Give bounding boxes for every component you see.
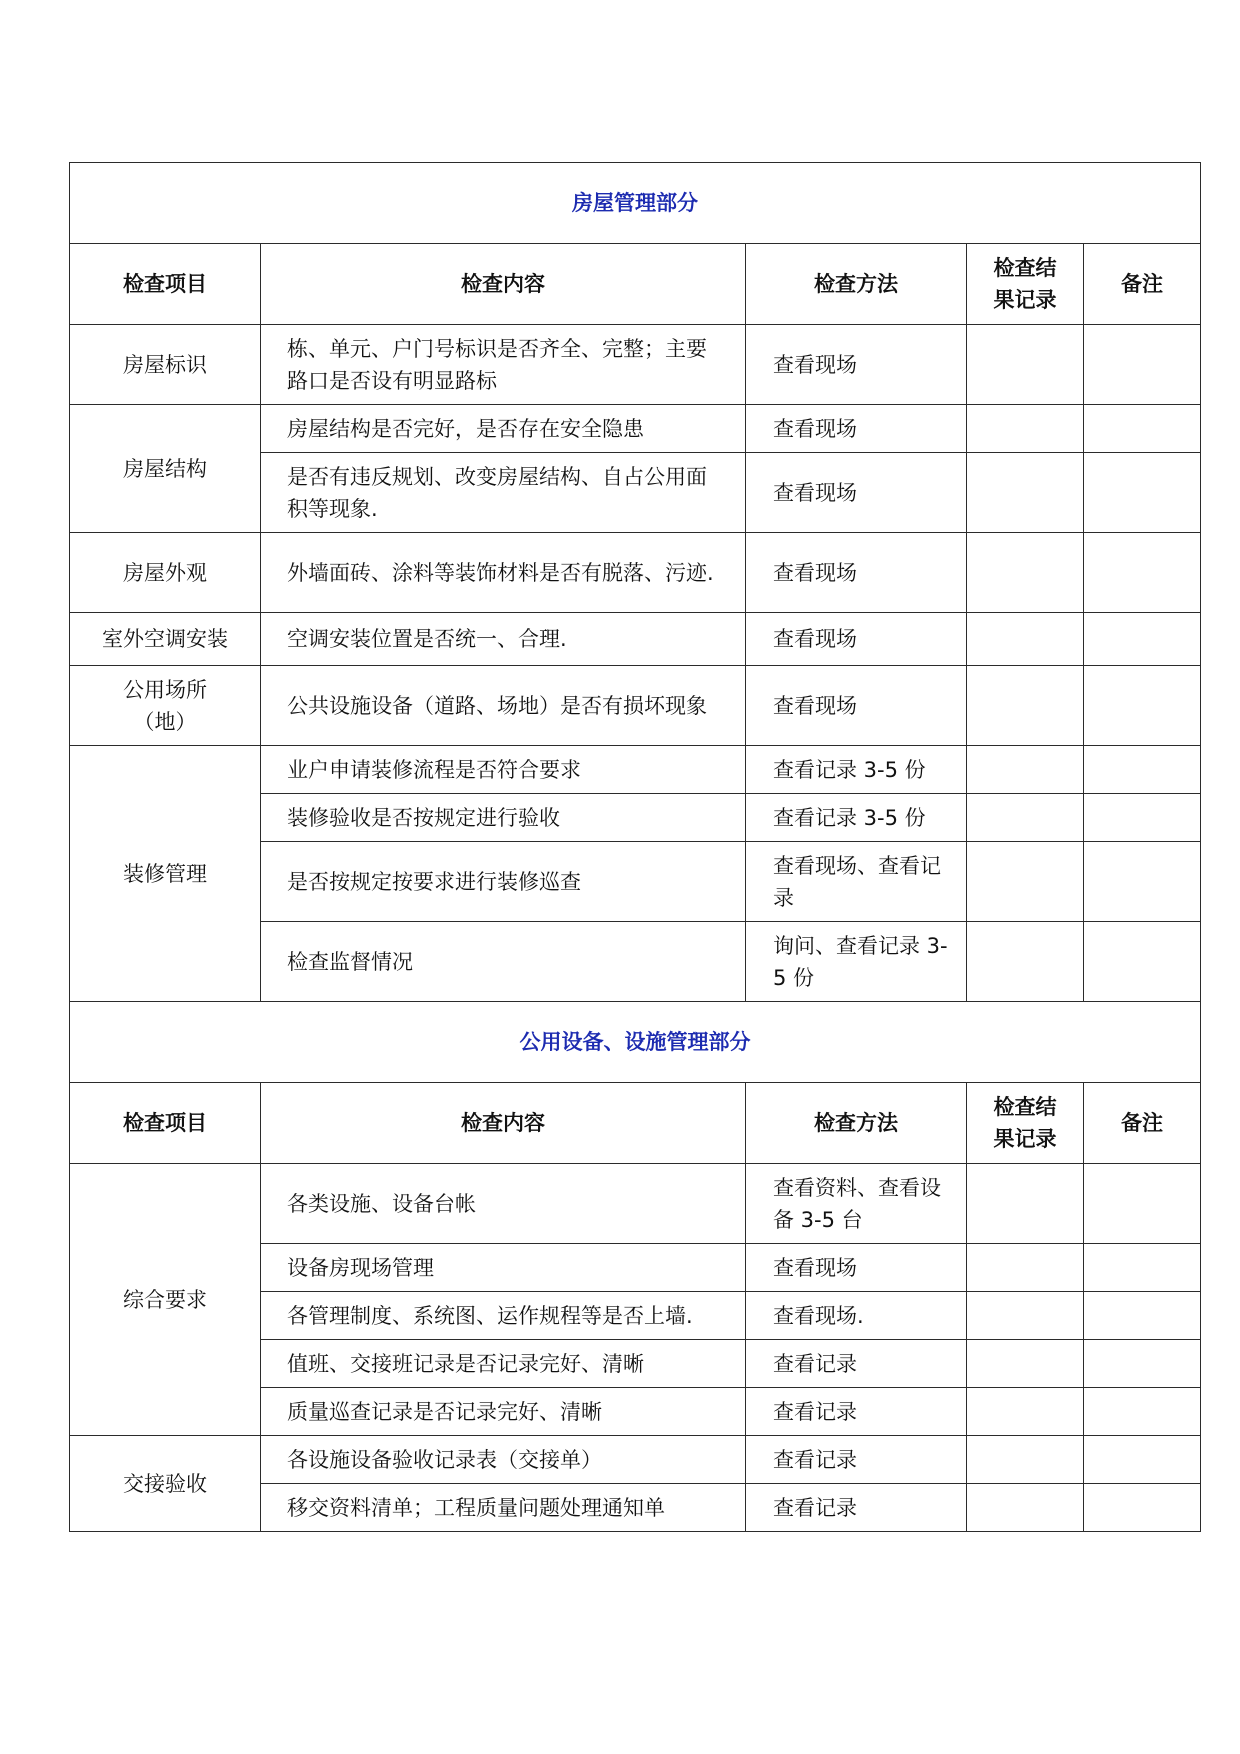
method-cell: 查看现场: [746, 325, 967, 405]
content-cell: 是否按规定按要求进行装修巡查: [261, 842, 746, 922]
header-content: 检查内容: [261, 244, 746, 325]
item-cell: 房屋标识: [70, 325, 261, 405]
note-cell: [1084, 666, 1201, 746]
header-note: 备注: [1084, 244, 1201, 325]
result-cell: [967, 1484, 1084, 1532]
result-cell: [967, 1292, 1084, 1340]
note-cell: [1084, 1164, 1201, 1244]
note-cell: [1084, 794, 1201, 842]
content-cell: 公共设施设备（道路、场地）是否有损坏现象: [261, 666, 746, 746]
content-cell: 业户申请装修流程是否符合要求: [261, 746, 746, 794]
note-cell: [1084, 613, 1201, 666]
header-result: 检查结果记录: [967, 1083, 1084, 1164]
header-row: [70, 1083, 1201, 1164]
method-cell: 查看记录: [746, 1484, 967, 1532]
content-cell: 各设施设备验收记录表（交接单）: [261, 1436, 746, 1484]
result-cell: [967, 1340, 1084, 1388]
table-row: [70, 533, 1201, 613]
inspection-table: [69, 162, 1201, 1532]
method-cell: 查看记录: [746, 1388, 967, 1436]
note-cell: [1084, 1436, 1201, 1484]
header-note: 备注: [1084, 1083, 1201, 1164]
note-cell: [1084, 746, 1201, 794]
table-row: [70, 1164, 1201, 1244]
table-row: [70, 405, 1201, 453]
item-cell: 公用场所（地）: [70, 666, 261, 746]
result-cell: [967, 1244, 1084, 1292]
result-cell: [967, 613, 1084, 666]
content-cell: 设备房现场管理: [261, 1244, 746, 1292]
header-method: 检查方法: [746, 244, 967, 325]
result-cell: [967, 533, 1084, 613]
note-cell: [1084, 1340, 1201, 1388]
content-cell: 检查监督情况: [261, 922, 746, 1002]
header-result: 检查结果记录: [967, 244, 1084, 325]
method-cell: 查看记录 3-5 份: [746, 794, 967, 842]
result-cell: [967, 453, 1084, 533]
note-cell: [1084, 453, 1201, 533]
header-item: 检查项目: [70, 244, 261, 325]
note-cell: [1084, 1388, 1201, 1436]
result-cell: [967, 1388, 1084, 1436]
method-cell: 查看现场: [746, 666, 967, 746]
note-cell: [1084, 405, 1201, 453]
note-cell: [1084, 922, 1201, 1002]
result-cell: [967, 922, 1084, 1002]
result-cell: [967, 1436, 1084, 1484]
method-cell: 查看记录: [746, 1436, 967, 1484]
table-row: [70, 746, 1201, 794]
note-cell: [1084, 325, 1201, 405]
table-row: [70, 1436, 1201, 1484]
item-cell: 房屋结构: [70, 405, 261, 533]
header-content: 检查内容: [261, 1083, 746, 1164]
content-cell: 装修验收是否按规定进行验收: [261, 794, 746, 842]
section-title: 公用设备、设施管理部分: [70, 1002, 1201, 1083]
header-row: [70, 244, 1201, 325]
content-cell: 各管理制度、系统图、运作规程等是否上墙.: [261, 1292, 746, 1340]
item-cell: 交接验收: [70, 1436, 261, 1532]
result-cell: [967, 842, 1084, 922]
result-cell: [967, 1164, 1084, 1244]
item-cell: 装修管理: [70, 746, 261, 1002]
table-row: [70, 613, 1201, 666]
header-method: 检查方法: [746, 1083, 967, 1164]
method-cell: 查看现场: [746, 453, 967, 533]
content-cell: 外墙面砖、涂料等装饰材料是否有脱落、污迹.: [261, 533, 746, 613]
method-cell: 查看现场: [746, 613, 967, 666]
method-cell: 查看现场: [746, 405, 967, 453]
section-title-row: [70, 1002, 1201, 1083]
note-cell: [1084, 1484, 1201, 1532]
result-cell: [967, 794, 1084, 842]
method-cell: 查看现场.: [746, 1292, 967, 1340]
table-row: [70, 325, 1201, 405]
item-cell: 室外空调安装: [70, 613, 261, 666]
content-cell: 各类设施、设备台帐: [261, 1164, 746, 1244]
header-item: 检查项目: [70, 1083, 261, 1164]
note-cell: [1084, 1292, 1201, 1340]
method-cell: 查看现场: [746, 533, 967, 613]
method-cell: 查看记录 3-5 份: [746, 746, 967, 794]
content-cell: 空调安装位置是否统一、合理.: [261, 613, 746, 666]
result-cell: [967, 666, 1084, 746]
method-cell: 查看现场: [746, 1244, 967, 1292]
result-cell: [967, 325, 1084, 405]
item-cell: 房屋外观: [70, 533, 261, 613]
content-cell: 是否有违反规划、改变房屋结构、自占公用面积等现象.: [261, 453, 746, 533]
result-cell: [967, 405, 1084, 453]
method-cell: 查看资料、查看设备 3-5 台: [746, 1164, 967, 1244]
content-cell: 移交资料清单；工程质量问题处理通知单: [261, 1484, 746, 1532]
section-title: 房屋管理部分: [70, 163, 1201, 244]
item-cell: 综合要求: [70, 1164, 261, 1436]
content-cell: 房屋结构是否完好，是否存在安全隐患: [261, 405, 746, 453]
content-cell: 质量巡查记录是否记录完好、清晰: [261, 1388, 746, 1436]
note-cell: [1084, 842, 1201, 922]
method-cell: 查看现场、查看记录: [746, 842, 967, 922]
content-cell: 值班、交接班记录是否记录完好、清晰: [261, 1340, 746, 1388]
method-cell: 询问、查看记录 3-5 份: [746, 922, 967, 1002]
note-cell: [1084, 1244, 1201, 1292]
section-title-row: [70, 163, 1201, 244]
table-row: [70, 666, 1201, 746]
content-cell: 栋、单元、户门号标识是否齐全、完整；主要路口是否设有明显路标: [261, 325, 746, 405]
result-cell: [967, 746, 1084, 794]
method-cell: 查看记录: [746, 1340, 967, 1388]
note-cell: [1084, 533, 1201, 613]
